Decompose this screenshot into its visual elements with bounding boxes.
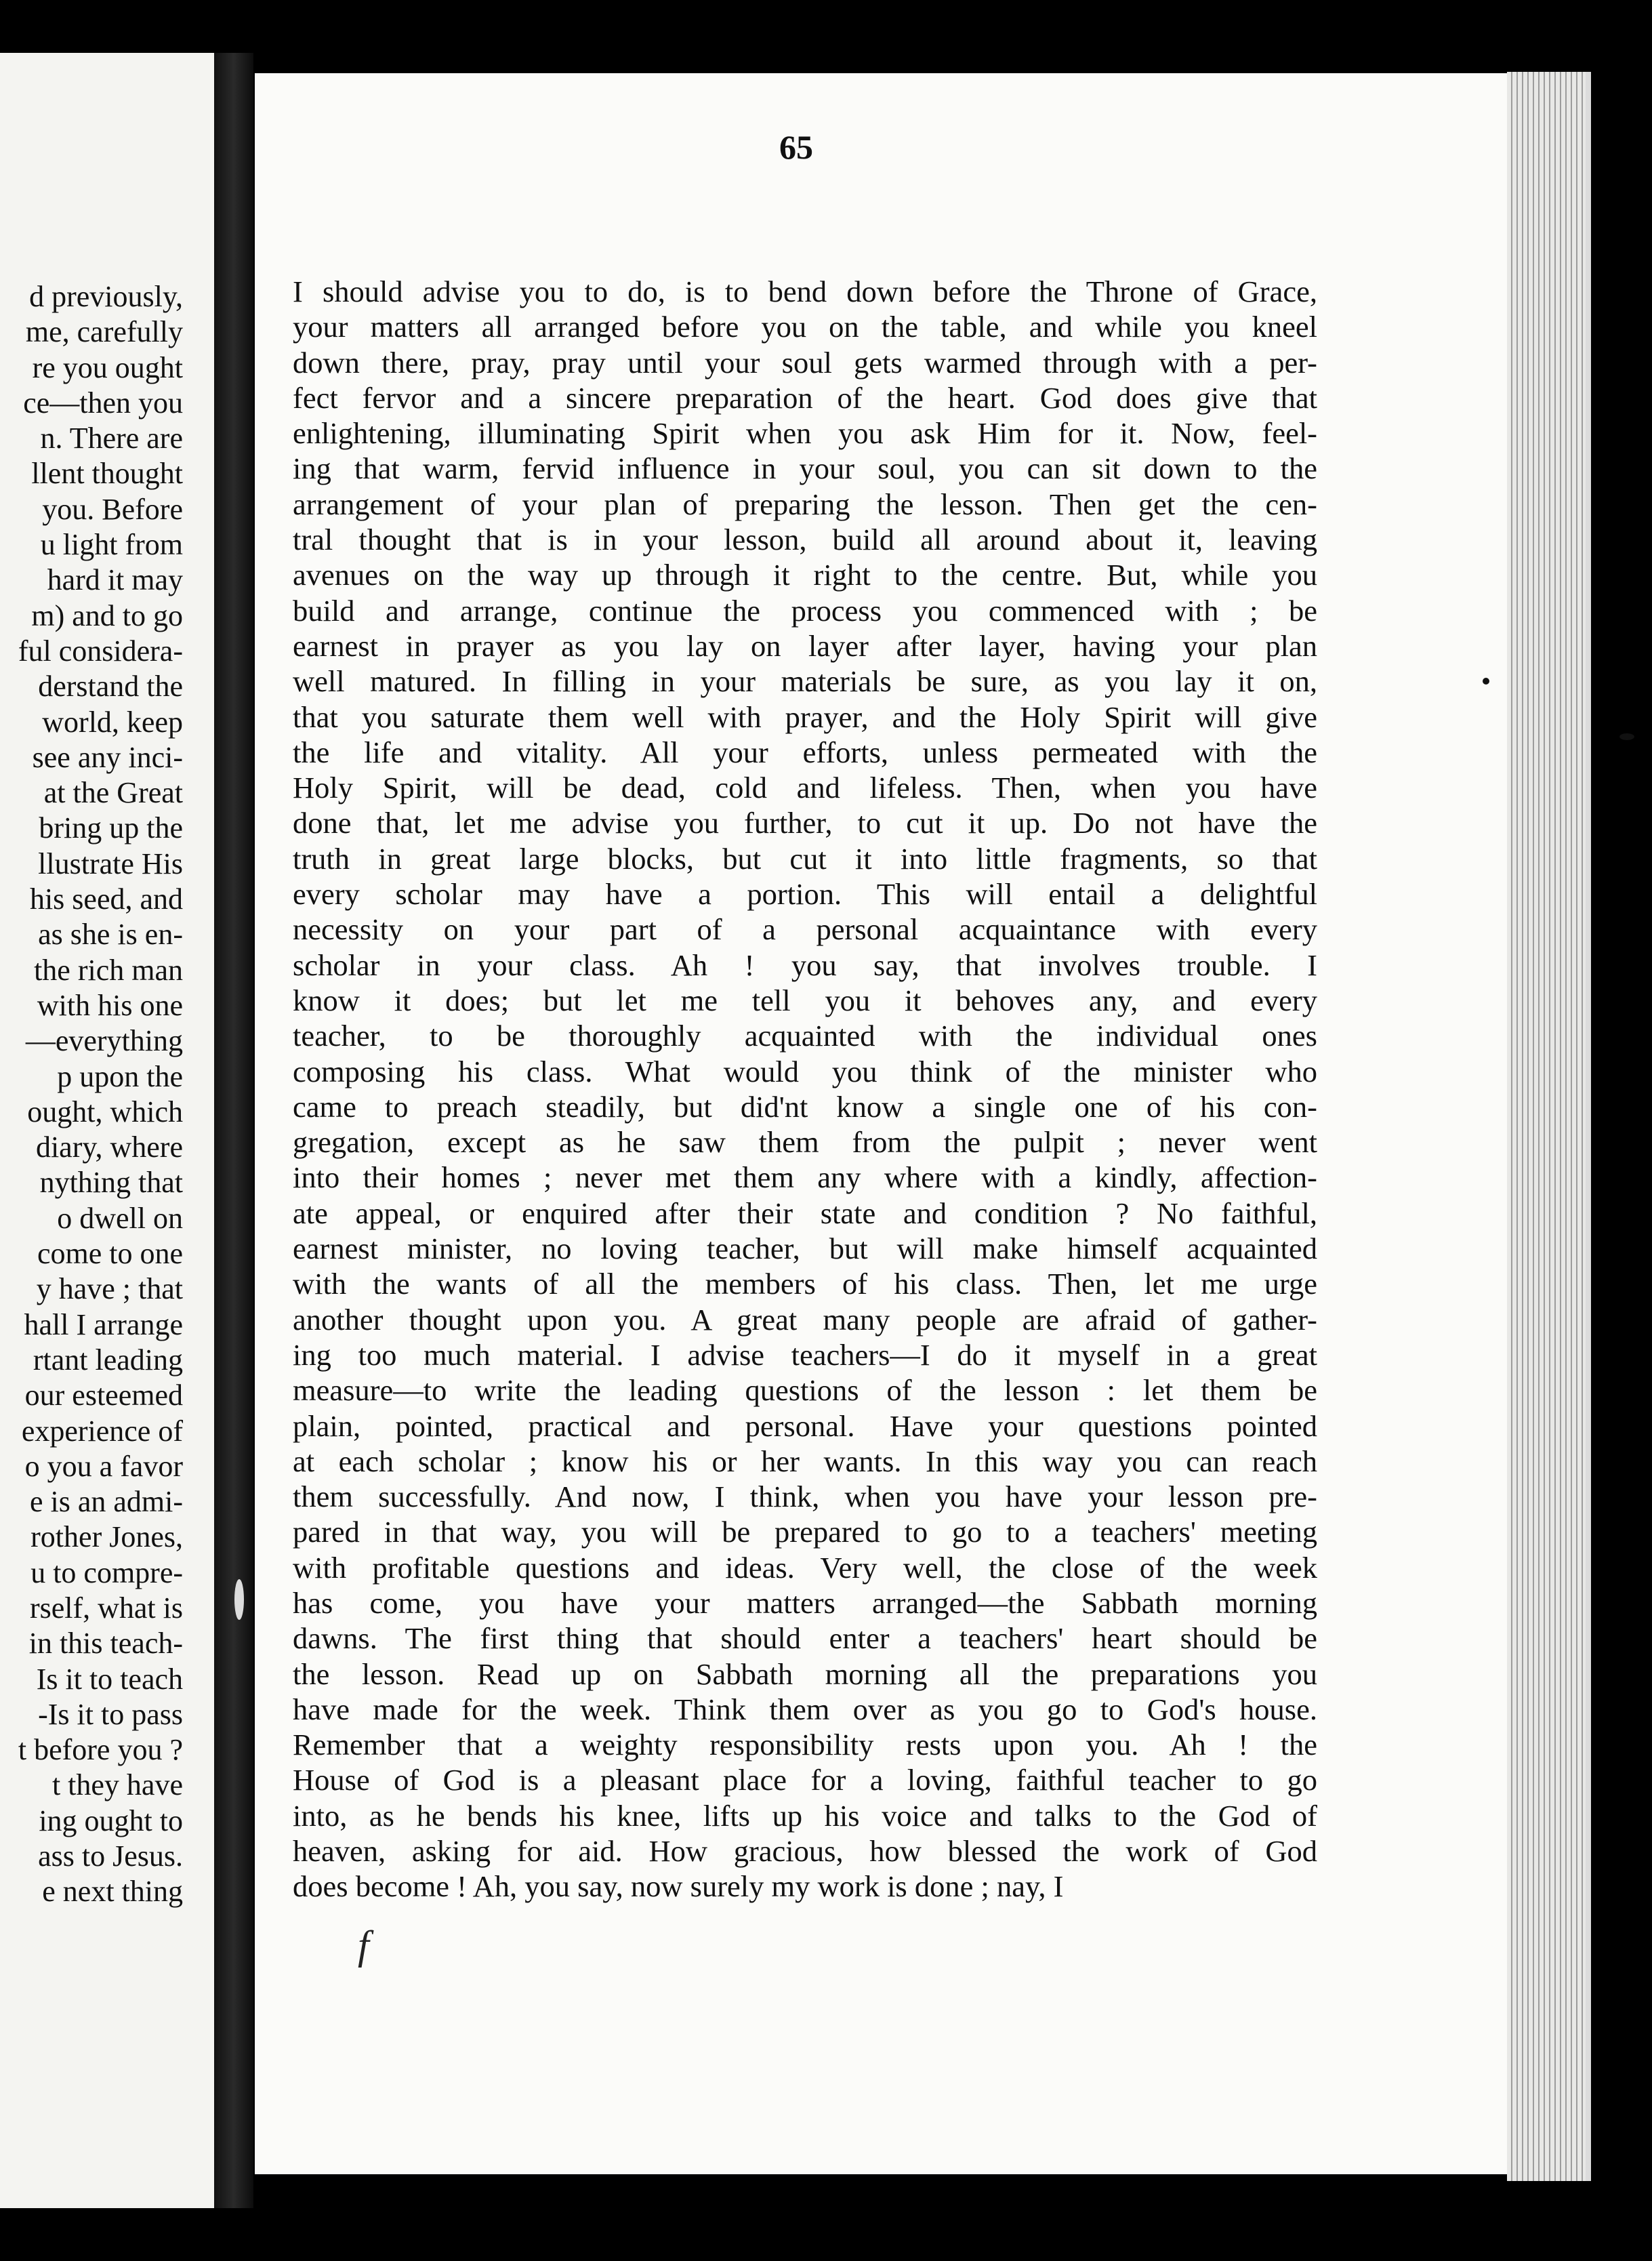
previous-page-line: world, keep xyxy=(42,705,183,739)
previous-page-line: re you ought xyxy=(32,350,183,384)
text-line: the lesson. Read up on Sabbath morning all the preparations you xyxy=(293,1656,1317,1691)
previous-page-line: ought, which xyxy=(27,1095,183,1128)
previous-page-line: m) and to go xyxy=(31,598,183,632)
previous-page-line: his seed, and xyxy=(29,882,183,916)
page-number: 65 xyxy=(779,128,813,166)
text-line: House of God is a pleasant place for a loving, faithful teacher to go xyxy=(293,1763,1317,1797)
text-line: into their homes ; never met them any where with a kindly, affection- xyxy=(293,1160,1317,1195)
text-line: build and arrange, continue the process you commenced with ; be xyxy=(293,593,1317,628)
previous-page-line: llent thought xyxy=(31,457,183,491)
text-line: measure—to write the leading questions of the lesson : let them be xyxy=(293,1373,1317,1408)
previous-page-fragment xyxy=(0,53,214,2208)
previous-page-line: t before you ? xyxy=(18,1733,183,1767)
previous-page-line: rself, what is xyxy=(29,1591,183,1625)
signature-mark: f xyxy=(358,1923,369,1968)
text-line: have made for the week. Think them over as you go to God's house. xyxy=(293,1692,1317,1726)
text-line: necessity on your part of a personal acquaintance with every xyxy=(293,912,1317,947)
previous-page-line: see any inci- xyxy=(32,740,183,774)
previous-page-line: diary, where xyxy=(35,1130,183,1164)
previous-page-line: nything that xyxy=(39,1166,183,1200)
text-line: Remember that a weighty responsibility rests upon you. Ah ! the xyxy=(293,1728,1317,1762)
previous-page-line: e is an admi- xyxy=(29,1485,183,1519)
text-line: avenues on the way up through it right to the centre. But, while you xyxy=(293,558,1317,592)
previous-page-line: come to one xyxy=(37,1237,183,1271)
previous-page-line: you. Before xyxy=(42,492,183,526)
previous-page-line: at the Great xyxy=(43,776,183,810)
previous-page-line: e next thing xyxy=(42,1875,183,1909)
text-line: them successfully. And now, I think, when you have your lesson pre- xyxy=(293,1480,1317,1514)
text-line: scholar in your class. Ah ! you say, that involves trouble. I xyxy=(293,948,1317,982)
text-line: gregation, except as he saw them from the pulpit ; never went xyxy=(293,1125,1317,1160)
previous-page-line: -Is it to pass xyxy=(38,1697,183,1731)
previous-page-line: Is it to teach xyxy=(36,1662,183,1696)
previous-page-line: our esteemed xyxy=(24,1379,183,1412)
previous-page-line: n. There are xyxy=(40,422,183,455)
previous-page-line: bring up the xyxy=(39,811,183,845)
text-line: has come, you have your matters arranged—the Sabbath morning xyxy=(293,1585,1317,1620)
previous-page-line: rother Jones, xyxy=(30,1520,183,1554)
previous-page-line: —everything xyxy=(25,1024,183,1058)
text-line: your matters all arranged before you on the table, and while you kneel xyxy=(293,310,1317,344)
previous-page-line: t they have xyxy=(51,1768,183,1802)
previous-page-line: me, carefully xyxy=(25,315,183,349)
previous-page-line: in this teach- xyxy=(28,1627,183,1661)
text-line: does become ! Ah, you say, now surely my work is done ; nay, I xyxy=(293,1869,1064,1904)
previous-page-line: u to compre- xyxy=(30,1555,183,1589)
text-line: with the wants of all the members of his class. Then, let me urge xyxy=(293,1267,1317,1301)
previous-page-line: y have ; that xyxy=(36,1272,183,1306)
previous-page-text xyxy=(18,279,183,1910)
text-line: arrangement of your plan of preparing the lesson. Then get the cen- xyxy=(293,487,1317,521)
text-line: well matured. In filling in your materials be sure, as you lay it on, xyxy=(293,664,1317,699)
text-line: earnest minister, no loving teacher, but will make himself acquainted xyxy=(293,1231,1317,1266)
text-line: ing that warm, fervid influence in your soul, you can sit down to the xyxy=(293,451,1317,486)
previous-page-line: ass to Jesus. xyxy=(38,1839,183,1873)
previous-page-line: hall I arrange xyxy=(24,1307,183,1341)
book-gutter xyxy=(214,53,253,2208)
text-line: every scholar may have a portion. This will entail a delightful xyxy=(293,877,1317,912)
text-line: teacher, to be thoroughly acquainted with the individual ones xyxy=(293,1019,1317,1053)
text-line: know it does; but let me tell you it behoves any, and every xyxy=(293,983,1317,1017)
text-line: heaven, asking for aid. How gracious, how blessed the work of God xyxy=(293,1834,1317,1869)
previous-page-line: ing ought to xyxy=(39,1804,183,1837)
text-line: done that, let me advise you further, to cut it up. Do not have the xyxy=(293,806,1317,840)
previous-page-line: d previously, xyxy=(29,280,183,313)
dust-speck xyxy=(234,1579,244,1620)
text-line: down there, pray, pray until your soul gets warmed through with a per- xyxy=(293,345,1317,380)
page-stack-border xyxy=(1586,72,1591,2181)
previous-page-line: rtant leading xyxy=(33,1343,183,1377)
previous-page-line: hard it may xyxy=(47,563,183,597)
previous-page-line: derstand the xyxy=(38,670,183,704)
text-line: into, as he bends his knee, lifts up his voice and talks to the God of xyxy=(293,1798,1317,1833)
text-line: composing his class. What would you think of the minister who xyxy=(293,1054,1317,1088)
previous-page-line: ful considera- xyxy=(18,634,183,668)
text-line: at each scholar ; know his or her wants. In this way you can reach xyxy=(293,1444,1317,1478)
previous-page-line: experience of xyxy=(21,1414,183,1448)
text-line: tral thought that is in your lesson, build all around about it, leaving xyxy=(293,523,1317,557)
page-stack-edge xyxy=(1507,72,1586,2181)
dust-speck xyxy=(1483,678,1489,685)
previous-page-line: with his one xyxy=(37,988,183,1022)
text-line: fect fervor and a sincere preparation of the heart. God does give that xyxy=(293,380,1317,415)
previous-page-line: as she is en- xyxy=(38,918,183,952)
text-line: with profitable questions and ideas. Very well, the close of the week xyxy=(293,1550,1317,1585)
previous-page-line: p upon the xyxy=(57,1059,183,1093)
text-line: enlightening, illuminating Spirit when you ask Him for it. Now, feel- xyxy=(293,416,1317,451)
text-line: came to preach steadily, but did'nt know a single one of his con- xyxy=(293,1089,1317,1124)
text-line: Holy Spirit, will be dead, cold and lifeless. Then, when you have xyxy=(293,771,1317,805)
dust-speck xyxy=(1619,733,1634,740)
text-line: truth in great large blocks, but cut it into little fragments, so that xyxy=(293,841,1317,876)
previous-page-line: o you a favor xyxy=(24,1449,183,1483)
text-line: that you saturate them well with prayer, and the Holy Spirit will give xyxy=(293,699,1317,734)
previous-page-line: llustrate His xyxy=(38,847,183,880)
text-line: the life and vitality. All your efforts, unless permeated with the xyxy=(293,735,1317,769)
previous-page-line: o dwell on xyxy=(57,1201,183,1235)
text-line: earnest in prayer as you lay on layer after layer, having your plan xyxy=(293,628,1317,663)
previous-page-line: u light from xyxy=(40,528,183,562)
text-line: another thought upon you. A great many people are afraid of gather- xyxy=(293,1302,1317,1337)
text-line: ing too much material. I advise teachers—I do it myself in a great xyxy=(293,1337,1317,1372)
previous-page-line: the rich man xyxy=(34,953,183,987)
text-line: dawns. The first thing that should enter a teachers' heart should be xyxy=(293,1621,1317,1656)
page-body-text xyxy=(293,274,1317,1904)
text-line: plain, pointed, practical and personal. Have your questions pointed xyxy=(293,1408,1317,1443)
text-line: I should advise you to do, is to bend down before the Throne of Grace, xyxy=(293,274,1317,308)
previous-page-line: ce—then you xyxy=(23,386,183,420)
text-line: pared in that way, you will be prepared to go to a teachers' meeting xyxy=(293,1515,1317,1549)
text-line: ate appeal, or enquired after their state and condition ? No faithful, xyxy=(293,1196,1317,1230)
